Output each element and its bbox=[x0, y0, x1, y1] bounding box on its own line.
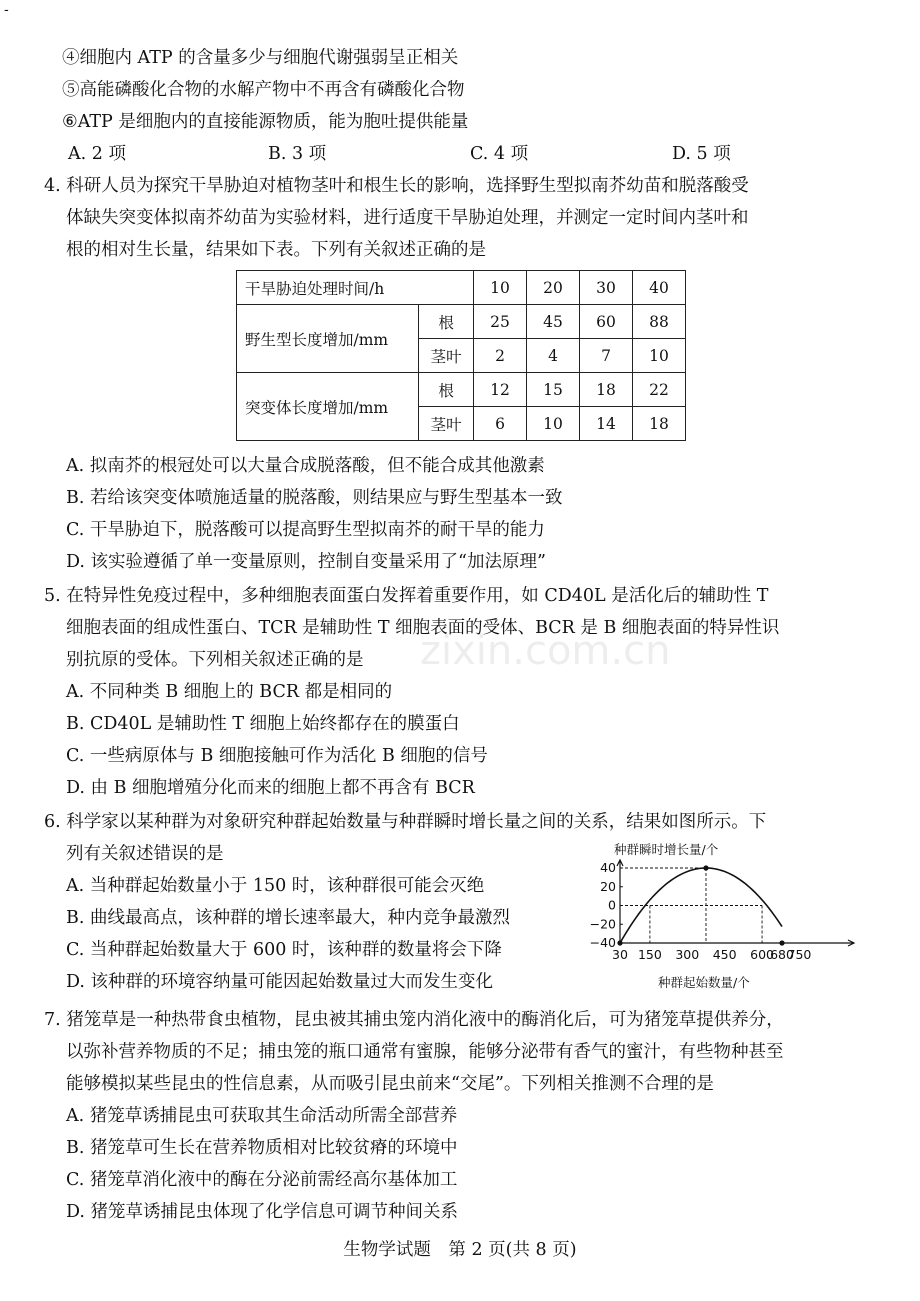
table-time-cell: 30 bbox=[580, 271, 633, 305]
q6-option-d: D. 该种群的环境容纳量可能因起始数量过大而发生变化 bbox=[66, 972, 494, 992]
table-value-cell: 22 bbox=[633, 373, 686, 407]
q6-option-a: A. 当种群起始数量小于 150 时，该种群很可能会灭绝 bbox=[66, 876, 485, 896]
q7-stem-line-2: 以弥补营养物质的不足；捕虫笼的瓶口通常有蜜腺，能够分泌带有香气的蜜汁，有些物种甚至 bbox=[66, 1042, 784, 1062]
q7-stem-line-3: 能够模拟某些昆虫的性信息素，从而吸引昆虫前来“交尾”。下列相关推测不合理的是 bbox=[66, 1074, 714, 1094]
q4-option-d: D. 该实验遵循了单一变量原则，控制自变量采用了“加法原理” bbox=[66, 552, 546, 572]
q3-option-a: A. 2 项 bbox=[68, 144, 126, 164]
page-footer: 生物学试题 第 2 页(共 8 页) bbox=[343, 1240, 577, 1260]
table-part-cell: 根 bbox=[419, 305, 474, 339]
data-point bbox=[703, 865, 708, 870]
table-value-cell: 10 bbox=[527, 407, 580, 441]
table-header-label: 干旱胁迫处理时间/h bbox=[237, 271, 474, 305]
table-value-cell: 18 bbox=[580, 373, 633, 407]
y-tick-label: −40 bbox=[589, 935, 616, 950]
q5-option-a: A. 不同种类 B 细胞上的 BCR 都是相同的 bbox=[66, 682, 393, 702]
table-group-label: 突变体长度增加/mm bbox=[237, 373, 419, 441]
table-row bbox=[237, 373, 686, 407]
x-tick-label: 30 bbox=[612, 947, 628, 962]
q5-option-b: B. CD40L 是辅助性 T 细胞上始终都存在的膜蛋白 bbox=[66, 714, 460, 734]
q5-stem-line-1: 5. 在特异性免疫过程中，多种细胞表面蛋白发挥着重要作用，如 CD40L 是活化后的辅助性 T bbox=[44, 586, 769, 606]
corner-mark: - bbox=[4, 2, 9, 18]
table-value-cell: 12 bbox=[474, 373, 527, 407]
table-part-cell: 茎叶 bbox=[419, 339, 474, 373]
table-header-row bbox=[237, 271, 686, 305]
y-tick-label: −20 bbox=[589, 916, 616, 932]
q7-stem-line-1: 7. 猪笼草是一种热带食虫植物，昆虫被其捕虫笼内消化液中的酶消化后，可为猪笼草提供养分， bbox=[44, 1010, 784, 1030]
table-value-cell: 14 bbox=[580, 407, 633, 441]
y-tick-label: 20 bbox=[600, 878, 616, 894]
chart-ylabel: 种群瞬时增长量/个 bbox=[614, 842, 719, 857]
q4-stem-line-3: 根的相对生长量，结果如下表。下列有关叙述正确的是 bbox=[66, 240, 486, 260]
q4-option-a: A. 拟南芥的根冠处可以大量合成脱落酸，但不能合成其他激素 bbox=[66, 456, 545, 476]
table-time-cell: 20 bbox=[527, 271, 580, 305]
x-tick-label: 750 bbox=[787, 947, 812, 962]
x-tick-label: 600 bbox=[750, 947, 774, 962]
table-group-label: 野生型长度增加/mm bbox=[237, 305, 419, 373]
q4-stem-line-2: 体缺失突变体拟南芥幼苗为实验材料，进行适度干旱胁迫处理，并测定一定时间内茎叶和 bbox=[66, 208, 749, 228]
q6-option-b: B. 曲线最高点，该种群的增长速率最大，种内竞争最激烈 bbox=[66, 908, 510, 928]
table-part-cell: 茎叶 bbox=[419, 407, 474, 441]
q3-option-d: D. 5 项 bbox=[672, 144, 731, 164]
q7-option-d: D. 猪笼草诱捕昆虫体现了化学信息可调节种间关系 bbox=[66, 1202, 459, 1222]
q5-stem-line-3: 别抗原的受体。下列相关叙述正确的是 bbox=[66, 650, 364, 670]
table-value-cell: 18 bbox=[633, 407, 686, 441]
statement-5: ⑤高能磷酸化合物的水解产物中不再含有磷酸化合物 bbox=[62, 80, 465, 100]
x-tick-label: 450 bbox=[712, 947, 737, 962]
statement-4: ④细胞内 ATP 的含量多少与细胞代谢强弱呈正相关 bbox=[62, 48, 459, 68]
table-value-cell: 25 bbox=[474, 305, 527, 339]
table-value-cell: 4 bbox=[527, 339, 580, 373]
q3-options bbox=[68, 142, 848, 166]
q4-stem-line-1: 4. 科研人员为探究干旱胁迫对植物茎叶和根生长的影响，选择野生型拟南芥幼苗和脱落酸受 bbox=[44, 176, 749, 196]
q4-data-table bbox=[236, 270, 686, 441]
q6-stem-line-1: 6. 科学家以某种群为对象研究种群起始数量与种群瞬时增长量之间的关系，结果如图所示。下 bbox=[44, 812, 767, 832]
table-row bbox=[237, 305, 686, 339]
x-tick-label: 300 bbox=[675, 947, 700, 962]
table-time-cell: 10 bbox=[474, 271, 527, 305]
q5-stem-line-2: 细胞表面的组成性蛋白、TCR 是辅助性 T 细胞表面的受体、BCR 是 B 细胞表面的特异性识 bbox=[66, 618, 780, 638]
y-tick-label: 0 bbox=[608, 897, 616, 913]
q3-option-b: B. 3 项 bbox=[268, 144, 327, 164]
q6-option-c: C. 当种群起始数量大于 600 时，该种群的数量将会下降 bbox=[66, 940, 502, 960]
table-value-cell: 88 bbox=[633, 305, 686, 339]
table-time-cell: 40 bbox=[633, 271, 686, 305]
y-tick-label: 40 bbox=[600, 860, 616, 875]
table-value-cell: 10 bbox=[633, 339, 686, 373]
q3-option-c: C. 4 项 bbox=[470, 144, 529, 164]
q7-option-c: C. 猪笼草消化液中的酶在分泌前需经高尔基体加工 bbox=[66, 1170, 458, 1190]
table-value-cell: 6 bbox=[474, 407, 527, 441]
q4-option-c: C. 干旱胁迫下，脱落酸可以提高野生型拟南芥的耐干旱的能力 bbox=[66, 520, 545, 540]
data-point bbox=[617, 940, 622, 945]
watermark: zixin.com.cn bbox=[420, 628, 671, 674]
table-part-cell: 根 bbox=[419, 373, 474, 407]
table-value-cell: 2 bbox=[474, 339, 527, 373]
table-value-cell: 15 bbox=[527, 373, 580, 407]
data-point bbox=[779, 940, 784, 945]
x-tick-label: 150 bbox=[637, 947, 662, 962]
q6-stem-line-2: 列有关叙述错误的是 bbox=[66, 844, 224, 864]
q7-option-b: B. 猪笼草可生长在营养物质相对比较贫瘠的环境中 bbox=[66, 1138, 458, 1158]
table-value-cell: 7 bbox=[580, 339, 633, 373]
q5-option-d: D. 由 B 细胞增殖分化而来的细胞上都不再含有 BCR bbox=[66, 778, 475, 798]
table-value-cell: 45 bbox=[527, 305, 580, 339]
population-growth-chart bbox=[572, 838, 862, 993]
chart-xlabel: 种群起始数量/个 bbox=[658, 975, 750, 990]
q4-option-b: B. 若给该突变体喷施适量的脱落酸，则结果应与野生型基本一致 bbox=[66, 488, 563, 508]
q5-option-c: C. 一些病原体与 B 细胞接触可作为活化 B 细胞的信号 bbox=[66, 746, 488, 766]
q7-option-a: A. 猪笼草诱捕昆虫可获取其生命活动所需全部营养 bbox=[66, 1106, 458, 1126]
x-tick-label: 680 bbox=[770, 947, 794, 962]
statement-6: ⑥ATP 是细胞内的直接能源物质，能为胞吐提供能量 bbox=[62, 112, 469, 132]
table-value-cell: 60 bbox=[580, 305, 633, 339]
